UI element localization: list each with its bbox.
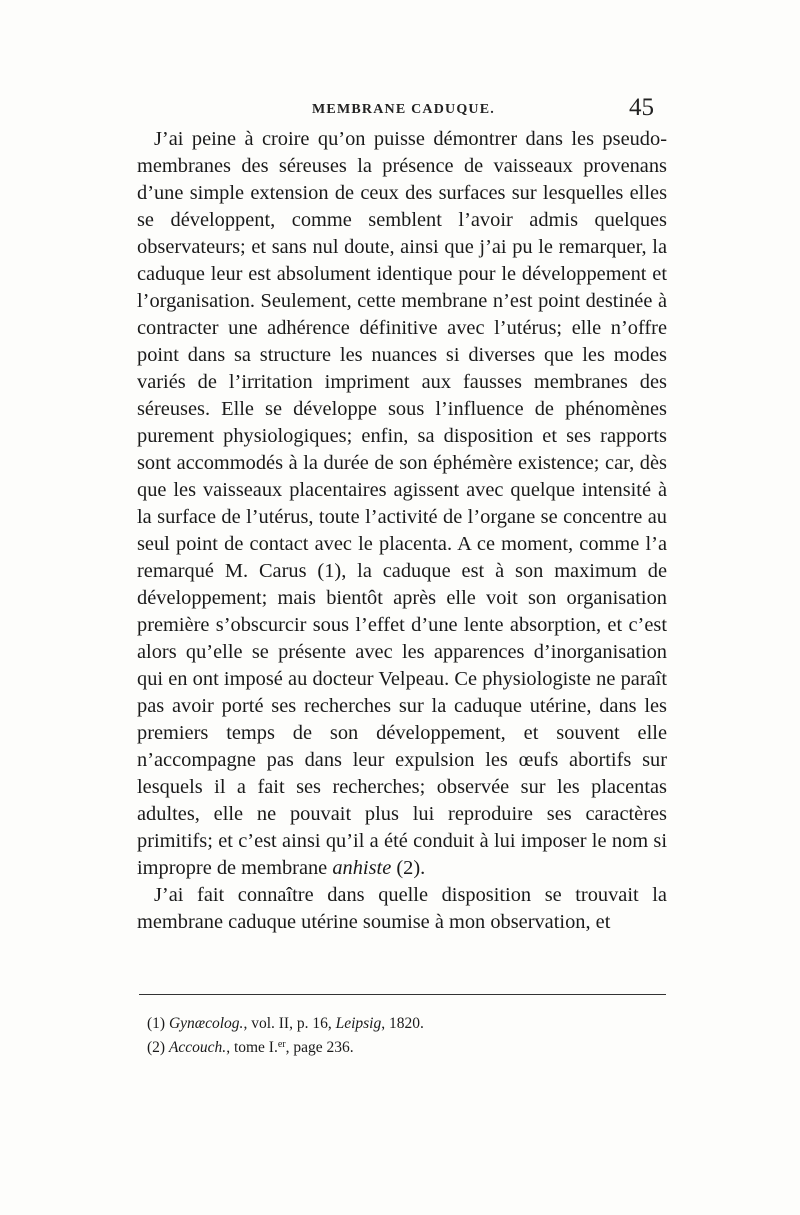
paragraph-2 (137, 882, 667, 936)
footnote-1-text-b: , 1820. (381, 1015, 424, 1032)
footnote-2-text-b: , page 236. (285, 1039, 354, 1056)
footnote-2-text-a: , tome I. (226, 1039, 278, 1056)
footnote-2-marker: (2) (147, 1039, 166, 1056)
body-text (137, 126, 667, 936)
footnote-1-marker: (1) (147, 1015, 166, 1032)
paragraph-1-italic-term: anhiste (332, 857, 392, 879)
footnote-2 (147, 1034, 667, 1058)
running-title: MEMBRANE CADUQUE. (312, 102, 495, 117)
paragraph-1-text-b: , la caduque est à son maximum de développement; mais bientôt après elle voit son organisation première s’obscurcir sous l’effet d’une lente absorption, et c’est alors qu’elle se présente avec les apparences d’inorganisation qui en ont imposé au docteur Velpeau. Ce physiologiste ne paraît pas avoir porté ses recherches sur la caduque utérine, dans les premiers temps de son développement, et souvent elle n’accompagne pas dans leur expulsion les œufs abortifs sur lesquels il a fait ses recherches; observée sur les placentas adultes, elle ne pouvait plus lui reproduire ses caractères primitifs; et c’est ainsi qu’il a été conduit à lui imposer le nom si impropre de membrane (137, 560, 668, 879)
paragraph-1-end: . (420, 857, 426, 879)
footnotes (147, 1013, 667, 1058)
footnote-ref-2: (2) (396, 857, 421, 879)
footnote-1-italic-a: Gynæcolog. (168, 1015, 244, 1032)
paragraph-1 (137, 126, 667, 882)
footnote-1-italic-b: Leipsig (335, 1015, 382, 1032)
running-head (137, 94, 662, 126)
paragraph-2-text: J’ai fait connaître dans quelle disposition se trouvait la membrane caduque utérine soumise à mon observation, et (137, 884, 667, 933)
footnote-2-italic-a: Accouch. (168, 1039, 227, 1056)
footnote-rule (139, 994, 666, 995)
page-number: 45 (629, 94, 654, 121)
footnote-ref-1: (1) (317, 560, 342, 582)
footnote-2-superscript: er (277, 1039, 286, 1050)
footnote-1-text-a: , vol. II, p. 16, (243, 1015, 336, 1032)
paragraph-1-text-a: J’ai peine à croire qu’on puisse démontrer dans les pseudo-membranes des séreuses la présence de vaisseaux provenans d’une simple extension de ceux des surfaces sur lesquelles elles se développent, comme semblent l’avoir admis quelques observateurs; et sans nul doute, ainsi que j’ai pu le remarquer, la caduque leur est absolument identique pour le développement et l’organisation. Seulement, cette membrane n’est point destinée à contracter une adhérence définitive avec l’utérus; elle n’offre point dans sa structure les nuances si diverses que les modes variés de l’irritation impriment aux fausses membranes des séreuses. Elle se développe sous l’influence de phénomènes purement physiologiques; enfin, sa disposition et ses rapports sont accommodés à la durée de son éphémère existence; car, dès que les vaisseaux placentaires agissent avec quelque intensité à la surface de l’utérus, toute l’activité de l’organe se concentre au seul point de contact avec le placenta. A ce moment, comme l’a remarqué M. Carus (137, 128, 667, 582)
footnote-1 (147, 1013, 667, 1034)
